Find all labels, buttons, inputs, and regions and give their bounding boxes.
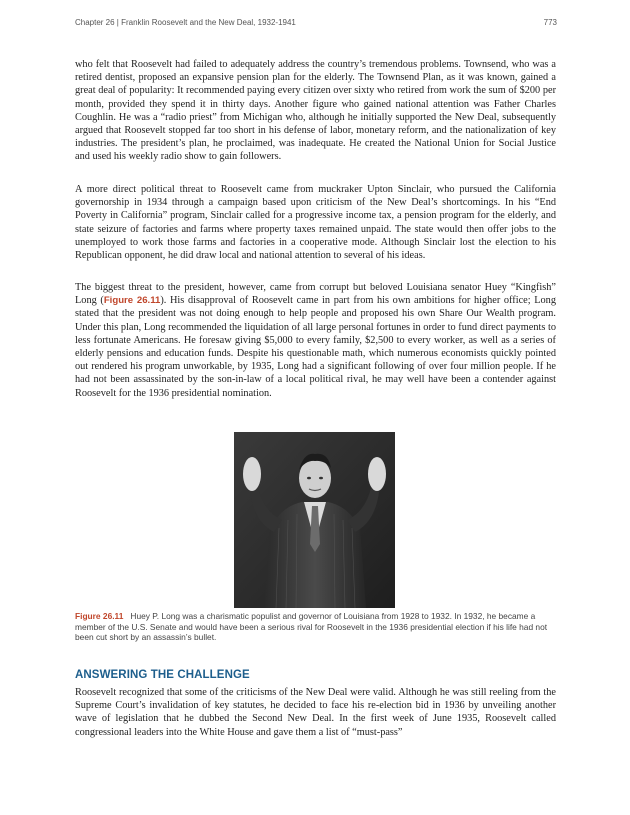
page-header (75, 18, 557, 27)
page-number: 773 (543, 18, 557, 27)
paragraph-text-end: ). His disapproval of Roosevelt came in part from his own ambitions for higher office; Long stated that the president was not doing enough to help people and proposed his own Share Our Wealth program. Under this plan, Long recommended the liquidation of all large personal fortunes in order to fund direct payments to less fortunate Americans. He foresaw giving $5,000 to every family, $2,500 to every worker, as well as a series of elderly pensions and education funds. Despite his questionable math, which numerous economists quickly pointed out rendered his program unworkable, by 1935, Long had a significant following of over four million people. If he had not been assassinated by the son-in-law of a local political rival, he may well have been a contender against Roosevelt for the 1936 presidential nomination. (75, 295, 556, 399)
figure-reference-link[interactable]: Figure 26.11 (103, 295, 161, 307)
figure-caption (75, 611, 553, 643)
paragraph-sinclair: A more direct political threat to Roosevelt came from muckraker Upton Sinclair, who pursued the California governorship in 1934 through a campaign based upon criticism of the New Deal’s shortcomings. In his “End Poverty in California” program, Sinclair called for a progressive income tax, a pension program for the elderly, and state seizure of factories and farms where property taxes remained unpaid. The state would then offer jobs to the unemployed to work those farms and factories in a cooperative mode. Although Sinclair lost the election to his Republican opponent, he did draw local and national attention to several of his ideas. (75, 184, 556, 262)
paragraph-text-start: The biggest threat to the president, however, came from corrupt but beloved Louisiana senator Huey “Kingfish” Long ( (75, 282, 556, 307)
paragraph-huey-long (75, 281, 556, 400)
section-heading: ANSWERING THE CHALLENGE (75, 669, 250, 681)
paragraph-townsend-coughlin: who felt that Roosevelt had failed to adequately address the country’s tremendous problems. Townsend, who was a retired dentist, proposed an expansive pension plan for the elderly. The Townsend Plan, as it was known, gained a great deal of popularity: It recommended paying every citizen over sixty who retired from work the sum of $200 per month, provided they spend it in thirty days. Another figure who gained national attention was Father Charles Coughlin. He was a “radio priest” from Michigan who, although he initially supported the New Deal, subsequently argued that Roosevelt stopped far too short in his defense of labor, monetary reform, and the nationalization of key industries. The president’s plan, he proclaimed, was inadequate. He created the National Union for Social Justice and used his weekly radio show to gain followers. (75, 59, 556, 163)
huey-long-photo (234, 432, 395, 608)
chapter-title: Chapter 26 | Franklin Roosevelt and the New Deal, 1932-1941 (75, 18, 296, 27)
figure-caption-text: Huey P. Long was a charismatic populist and governor of Louisiana from 1928 to 1932. In 1932, he became a member of the U.S. Senate and would have been a serious rival for Roosevelt in the 1936 presidential election if his life had not been cut short by an assassin’s bullet. (75, 611, 548, 643)
paragraph-second-new-deal: Roosevelt recognized that some of the criticisms of the New Deal were valid. Although he was still reeling from the Supreme Court’s invalidation of key statutes, he decided to face his re-election bid in 1936 by unveiling another wave of legislation that he dubbed the Second New Deal. In the first week of June 1935, Roosevelt called congressional leaders into the White House and gave them a list of “must-pass” (75, 687, 556, 738)
figure-label: Figure 26.11 (75, 611, 124, 621)
